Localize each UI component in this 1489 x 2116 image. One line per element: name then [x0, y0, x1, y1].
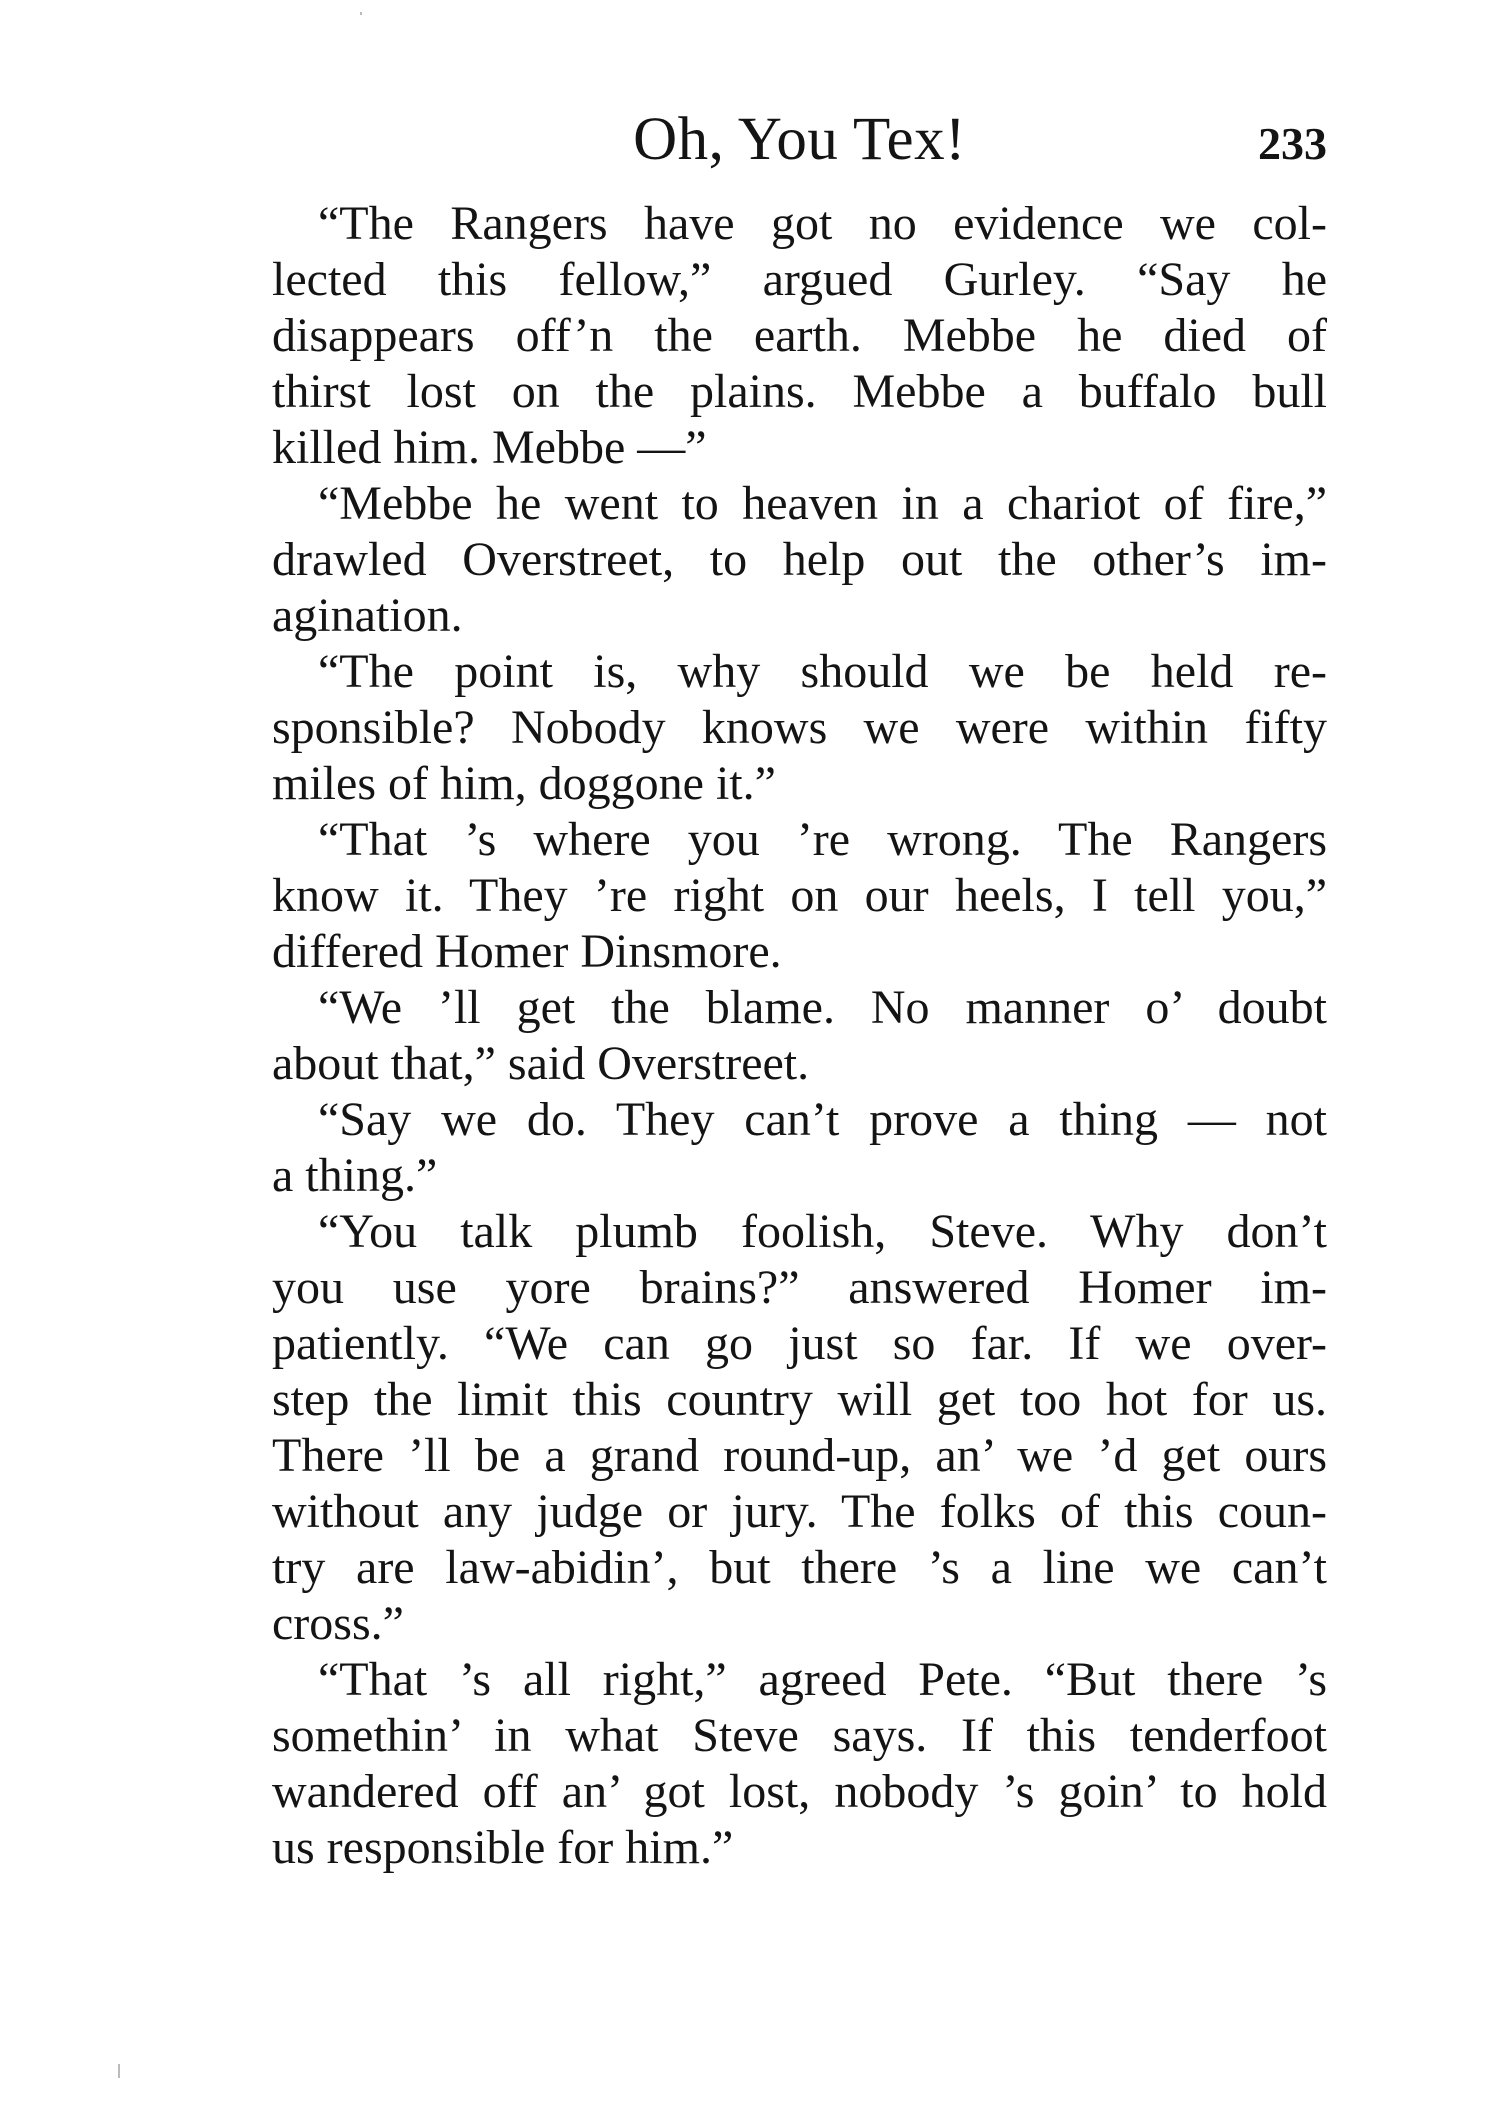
- text-line: try are law-abidin’, but there ’s a line we can’t: [272, 1541, 1327, 1594]
- text-line: “Mebbe he went to heaven in a chariot of fire,”: [318, 477, 1327, 530]
- paragraph: [272, 644, 1327, 812]
- text-line: lected this fellow,” argued Gurley. “Say he: [272, 253, 1327, 306]
- text-line: “That ’s all right,” agreed Pete. “But there ’s: [318, 1653, 1327, 1706]
- text-line: thirst lost on the plains. Mebbe a buffalo bull: [272, 365, 1327, 418]
- text-line: disappears off’n the earth. Mebbe he died of: [272, 309, 1327, 362]
- text-line: “We ’ll get the blame. No manner o’ doubt: [318, 981, 1327, 1034]
- text-line: killed him. Mebbe —”: [272, 421, 707, 474]
- text-line: cross.”: [272, 1597, 404, 1650]
- text-line: “The point is, why should we be held re-: [318, 645, 1327, 698]
- text-line: know it. They ’re right on our heels, I tell you,”: [272, 869, 1327, 922]
- print-speck: [360, 12, 362, 15]
- print-speck: [118, 2064, 120, 2078]
- body-text: [272, 196, 1327, 1876]
- text-line: step the limit this country will get too hot for us.: [272, 1373, 1327, 1426]
- paragraph: [272, 1092, 1327, 1204]
- text-line: us responsible for him.”: [272, 1821, 734, 1874]
- text-line: a thing.”: [272, 1149, 438, 1202]
- paragraph: [272, 1652, 1327, 1876]
- text-line: “That ’s where you ’re wrong. The Rangers: [318, 813, 1327, 866]
- paragraph: [272, 980, 1327, 1092]
- text-line: somethin’ in what Steve says. If this tenderfoot: [272, 1709, 1327, 1762]
- text-line: “The Rangers have got no evidence we col-: [318, 197, 1327, 250]
- text-line: patiently. “We can go just so far. If we over-: [272, 1317, 1327, 1370]
- paragraph: [272, 196, 1327, 476]
- paragraph: [272, 812, 1327, 980]
- text-line: wandered off an’ got lost, nobody ’s goin’ to hold: [272, 1765, 1327, 1818]
- text-line: differed Homer Dinsmore.: [272, 925, 782, 978]
- text-line: sponsible? Nobody knows we were within fifty: [272, 701, 1327, 754]
- text-line: about that,” said Overstreet.: [272, 1037, 810, 1090]
- paragraph: [272, 1204, 1327, 1652]
- paragraph: [272, 476, 1327, 644]
- text-line: “You talk plumb foolish, Steve. Why don’t: [318, 1205, 1327, 1258]
- text-line: you use yore brains?” answered Homer im-: [272, 1261, 1327, 1314]
- text-line: “Say we do. They can’t prove a thing — not: [318, 1093, 1327, 1146]
- running-head: [272, 100, 1327, 180]
- book-title: Oh, You Tex!: [633, 106, 966, 173]
- text-line: without any judge or jury. The folks of this coun-: [272, 1485, 1327, 1538]
- page-number: 233: [1258, 118, 1327, 169]
- text-line: drawled Overstreet, to help out the other’s im-: [272, 533, 1327, 586]
- text-line: There ’ll be a grand round-up, an’ we ’d get ours: [272, 1429, 1327, 1482]
- text-line: agination.: [272, 589, 463, 642]
- text-line: miles of him, doggone it.”: [272, 757, 776, 810]
